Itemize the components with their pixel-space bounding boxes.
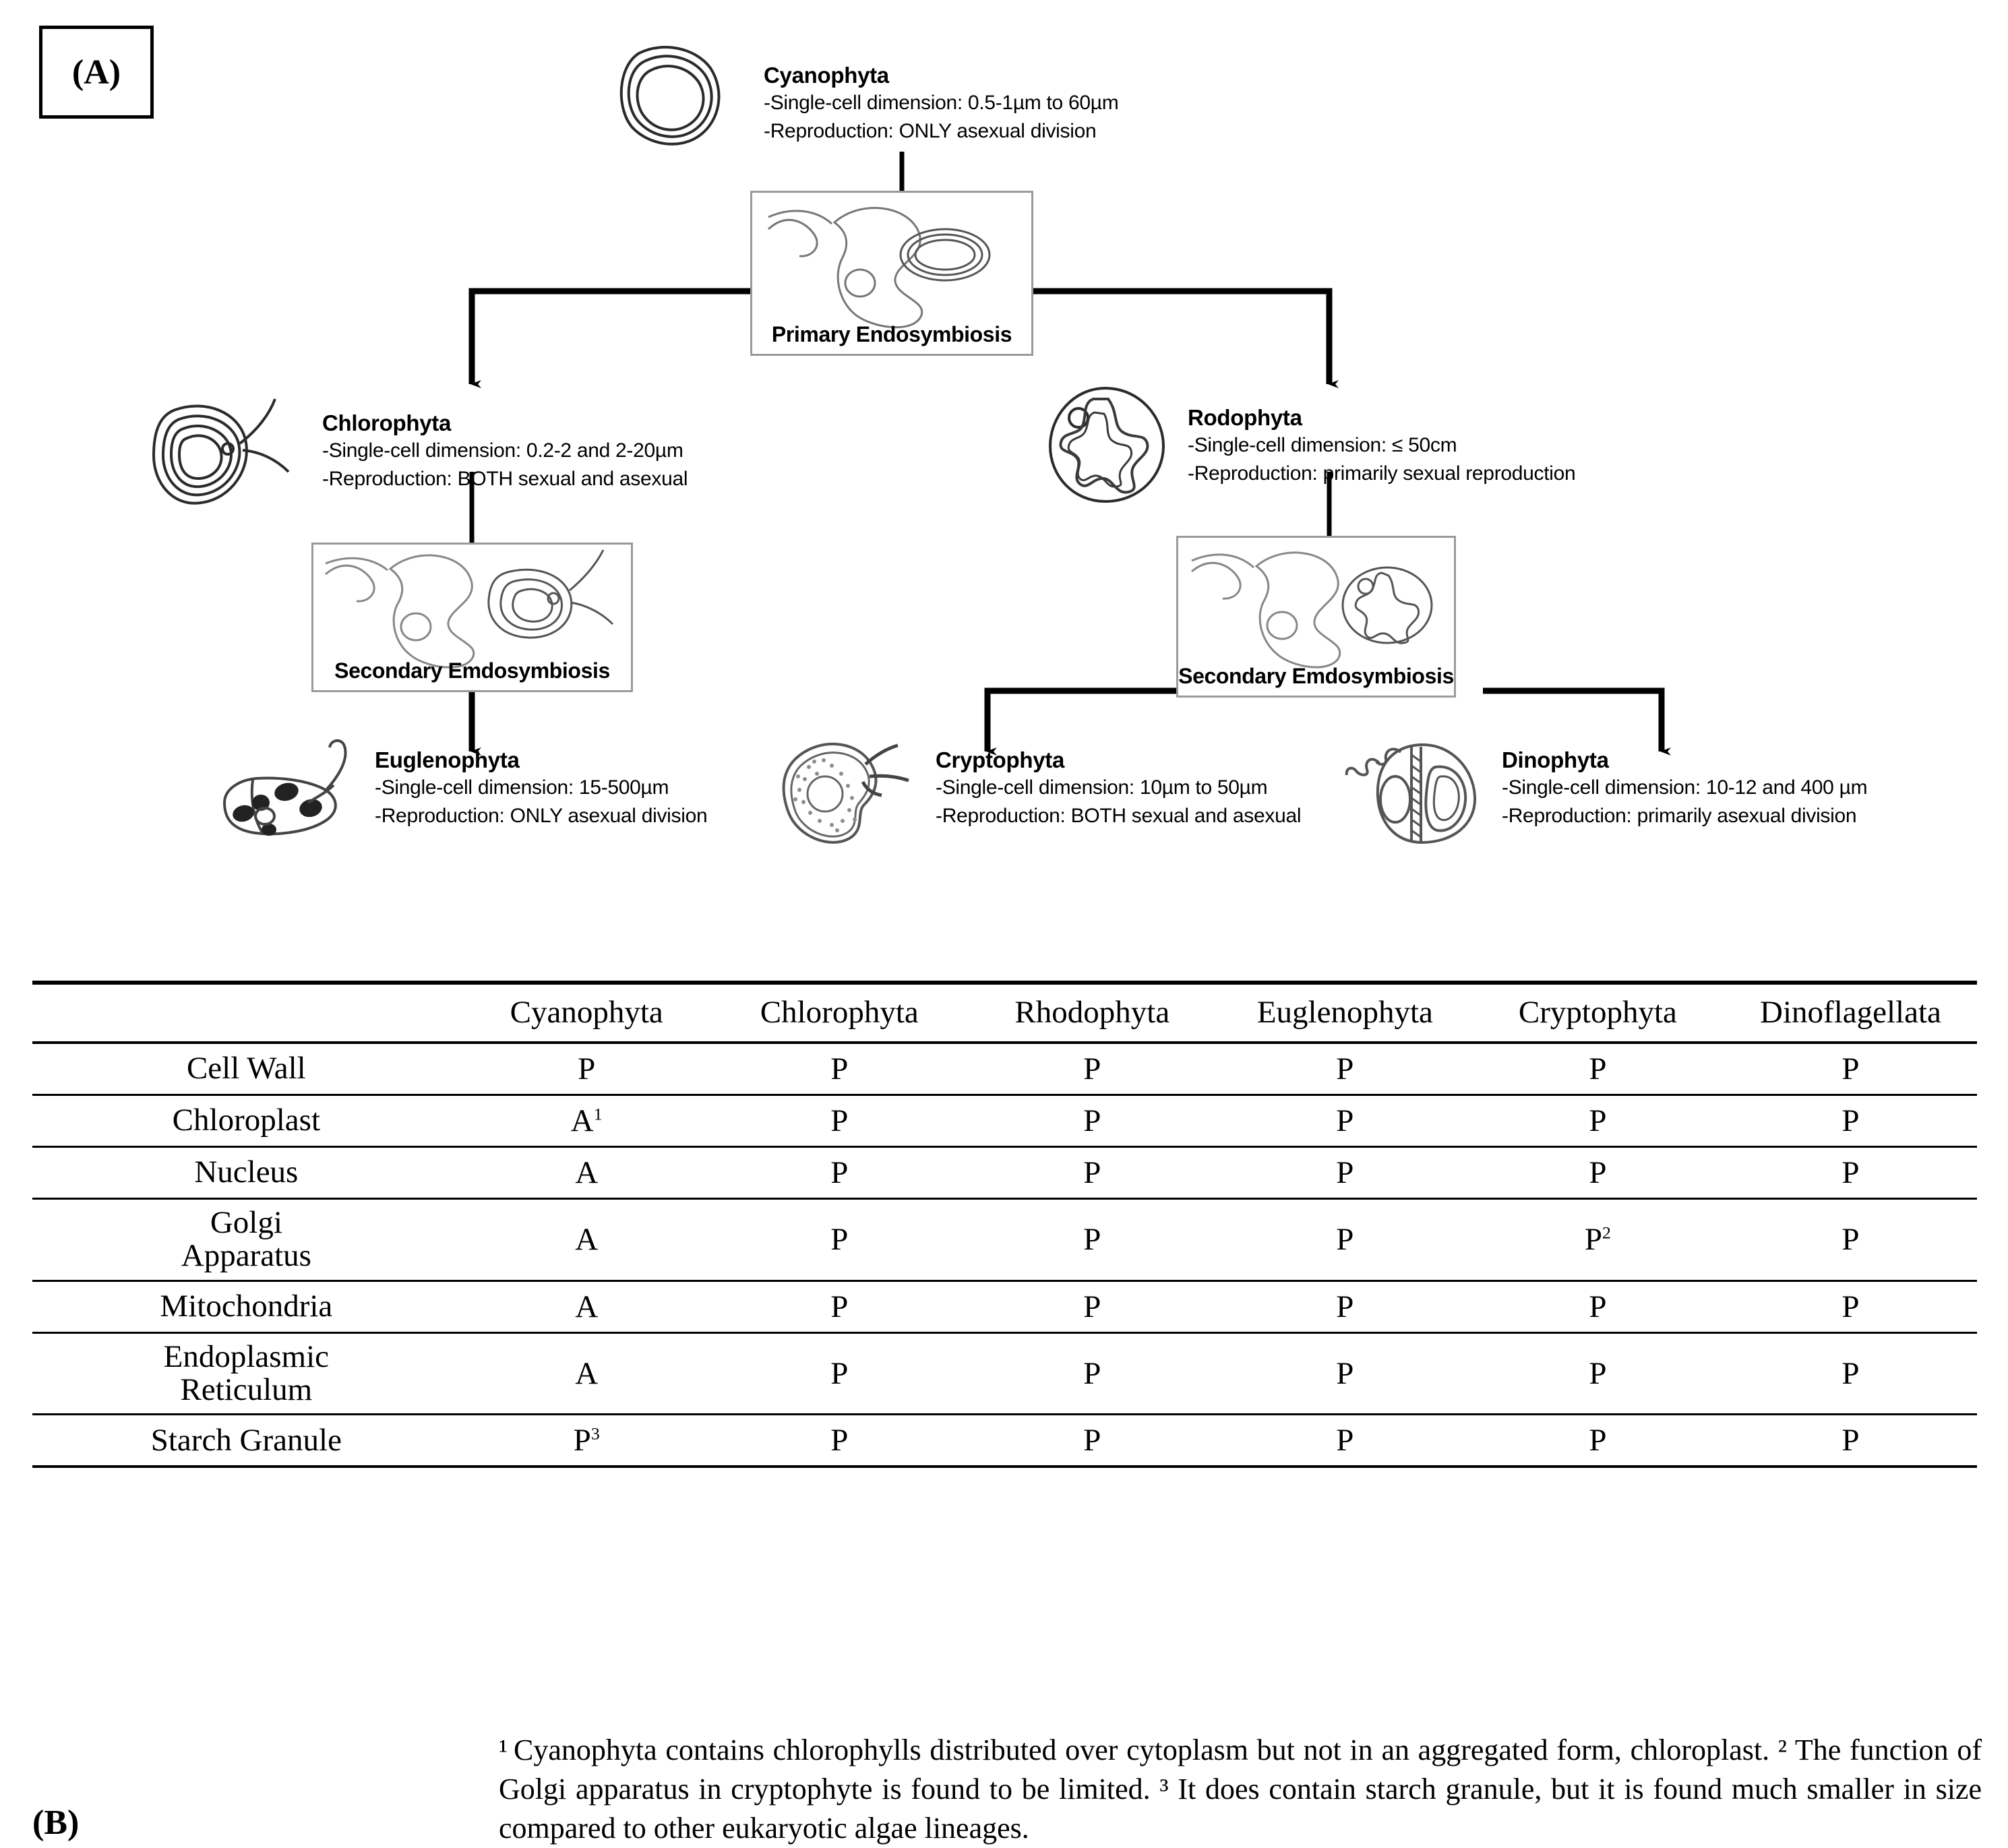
organism-label-dinophyta: [1502, 747, 1867, 830]
organism-dimension: -Single-cell dimension: 10µm to 50µm: [936, 776, 1268, 799]
process-box-primary-endosymbiosis: [750, 191, 1033, 356]
table-cell: $P^2$: [1584, 1222, 1611, 1258]
organism-label-cryptophyta: [936, 747, 1301, 830]
organism-name: Dinophyta: [1502, 747, 1609, 772]
table-cell: P: [1842, 1289, 1860, 1324]
table-cell: P: [1336, 1222, 1354, 1258]
table-cell: $A^1$: [570, 1103, 603, 1138]
table-row: [32, 1199, 1977, 1281]
table-cell: P: [1589, 1103, 1607, 1138]
row-label-nucleus: [32, 1147, 460, 1199]
table-cell: P: [1336, 1423, 1354, 1458]
table-cell: P: [1589, 1051, 1607, 1086]
organism-dimension: -Single-cell dimension: 10-12 and 400 µm: [1502, 776, 1868, 799]
rodophyta-cell-icon: [1043, 384, 1172, 509]
row-label-line: Apparatus: [181, 1238, 311, 1274]
table-cell: P: [830, 1051, 849, 1086]
table-row: [32, 1095, 1977, 1147]
euglenophyta-cell-icon: [212, 738, 367, 849]
row-label-chloroplast: [32, 1095, 460, 1147]
row-label-cell-wall: [32, 1043, 460, 1095]
process-caption: Secondary Emdosymbiosis: [1178, 664, 1454, 688]
organism-reproduction: -Reproduction: primarily sexual reproduction: [1188, 462, 1576, 485]
table-cell: P: [830, 1222, 849, 1258]
table-row: [32, 1332, 1977, 1415]
row-label-line: Chloroplast: [172, 1103, 320, 1138]
process-caption: Primary Endosymbiosis: [771, 322, 1012, 346]
row-label-golgi-apparatus: [32, 1199, 460, 1281]
table-cell: A: [575, 1155, 599, 1190]
organism-label-cyanophyta: [764, 62, 1118, 145]
table-row: [32, 1147, 1977, 1199]
cyanophyta-cell-icon: [607, 37, 728, 155]
footnote-marker: 1: [593, 1104, 603, 1124]
table-cell: P: [1083, 1222, 1101, 1258]
column-header-euglenophyta: Euglenophyta: [1256, 995, 1433, 1030]
column-header-cyanophyta: Cyanophyta: [510, 995, 663, 1030]
table-row: [32, 1043, 1977, 1095]
process-caption: Secondary Emdosymbiosis: [334, 658, 610, 683]
row-label-line: Starch Granule: [150, 1422, 342, 1458]
table-cell: P: [1336, 1289, 1354, 1324]
table-cell: P: [578, 1051, 596, 1086]
organism-label-euglenophyta: [375, 747, 707, 830]
panel-b-label: (B): [32, 1804, 80, 1842]
table-cell: P: [1842, 1423, 1860, 1458]
table-cell: P: [830, 1423, 849, 1458]
organelle-comparison-table: [32, 981, 1977, 1468]
table-cell: P: [1336, 1051, 1354, 1086]
footnote-marker: 3: [590, 1423, 600, 1444]
dinophyta-cell-icon: [1341, 735, 1496, 853]
table-cell: P: [1336, 1356, 1354, 1392]
row-label-endoplasmic-reticulum: [32, 1332, 460, 1415]
organism-reproduction: -Reproduction: ONLY asexual division: [375, 804, 708, 827]
row-label-starch-granule: [32, 1415, 460, 1467]
row-label-line: Cell Wall: [186, 1051, 306, 1086]
row-label-line: Nucleus: [194, 1154, 299, 1190]
table-cell: P: [1336, 1103, 1354, 1138]
process-box-secondary-endosymbiosis-left: [311, 543, 633, 692]
table-cell: P: [1589, 1289, 1607, 1324]
row-label-line: Golgi: [210, 1205, 282, 1240]
column-header-rhodophyta: Rhodophyta: [1014, 995, 1170, 1030]
table-cell: A: [575, 1222, 599, 1258]
table-body: [32, 1043, 1977, 1467]
table-cell: P: [1842, 1051, 1860, 1086]
table-cell: A: [575, 1289, 599, 1324]
table-cell: P: [1083, 1423, 1101, 1458]
chlorophyta-cell-icon: [150, 398, 298, 516]
organism-label-chlorophyta: [322, 410, 688, 493]
table-cell: P: [1083, 1356, 1101, 1392]
table-cell: P: [1842, 1103, 1860, 1138]
row-label-line: Reticulum: [180, 1372, 313, 1408]
organism-name: Rodophyta: [1188, 405, 1302, 430]
column-header-chlorophyta: Chlorophyta: [760, 995, 919, 1030]
table-cell: $P^3$: [573, 1423, 600, 1458]
organism-dimension: -Single-cell dimension: 15-500µm: [375, 776, 669, 799]
table-cell: P: [1589, 1423, 1607, 1458]
organism-reproduction: -Reproduction: ONLY asexual division: [764, 119, 1097, 142]
table-cell: P: [830, 1289, 849, 1324]
row-label-mitochondria: [32, 1281, 460, 1332]
table-cell: P: [1083, 1103, 1101, 1138]
table-cell: P: [1589, 1155, 1607, 1190]
table-cell: P: [1842, 1155, 1860, 1190]
table-cell: P: [1589, 1356, 1607, 1392]
organism-dimension: -Single-cell dimension: 0.5-1µm to 60µm: [764, 92, 1119, 115]
table-cell: P: [1083, 1155, 1101, 1190]
table-row: [32, 1281, 1977, 1332]
table-cell: P: [830, 1155, 849, 1190]
table-cell: A: [575, 1356, 599, 1392]
footnote-marker: 2: [1602, 1223, 1611, 1243]
organism-name: Cryptophyta: [936, 747, 1065, 772]
row-label-line: Endoplasmic: [163, 1338, 330, 1374]
row-label-line: Mitochondria: [160, 1289, 333, 1324]
table-cell: P: [1842, 1356, 1860, 1392]
table-head: [32, 983, 1977, 1043]
table-cell: P: [830, 1356, 849, 1392]
table-cell: P: [1842, 1222, 1860, 1258]
organism-reproduction: -Reproduction: BOTH sexual and asexual: [322, 467, 688, 490]
table-cell: P: [1083, 1051, 1101, 1086]
organism-name: Chlorophyta: [322, 410, 452, 435]
column-header-feature: [32, 983, 460, 1043]
column-header-cryptophyta: Cryptophyta: [1518, 995, 1677, 1030]
organism-dimension: -Single-cell dimension: ≤ 50cm: [1188, 434, 1457, 457]
organism-label-rodophyta: [1188, 404, 1575, 487]
table-row: [32, 1415, 1977, 1467]
panel-a-diagram: [0, 0, 2008, 890]
table-cell: P: [1336, 1155, 1354, 1190]
organism-reproduction: -Reproduction: BOTH sexual and asexual: [936, 804, 1302, 827]
table-footnote: ¹ Cyanophyta contains chlorophylls distributed over cytoplasm but not in an aggregated form, chloroplast. ² The function of Golgi apparatus in cryptophyte is found to be limited. ³ It does contain starch granule, but it is found much smaller in size compared to other eukaryotic algae lineages.: [499, 1733, 1982, 1845]
organism-name: Cyanophyta: [764, 63, 889, 88]
cryptophyta-cell-icon: [775, 735, 923, 853]
column-header-dinoflagellata: Dinoflagellata: [1760, 995, 1941, 1030]
table-header-row: [32, 983, 1977, 1043]
organism-name: Euglenophyta: [375, 747, 520, 772]
organism-reproduction: -Reproduction: primarily asexual division: [1502, 804, 1857, 827]
table-cell: P: [1083, 1289, 1101, 1324]
process-box-secondary-endosymbiosis-right: [1176, 536, 1456, 698]
table-cell: P: [830, 1103, 849, 1138]
panel-b-table: [0, 890, 2008, 1845]
organism-dimension: -Single-cell dimension: 0.2-2 and 2-20µm: [322, 439, 683, 462]
panel-a-label: (A): [39, 26, 154, 119]
